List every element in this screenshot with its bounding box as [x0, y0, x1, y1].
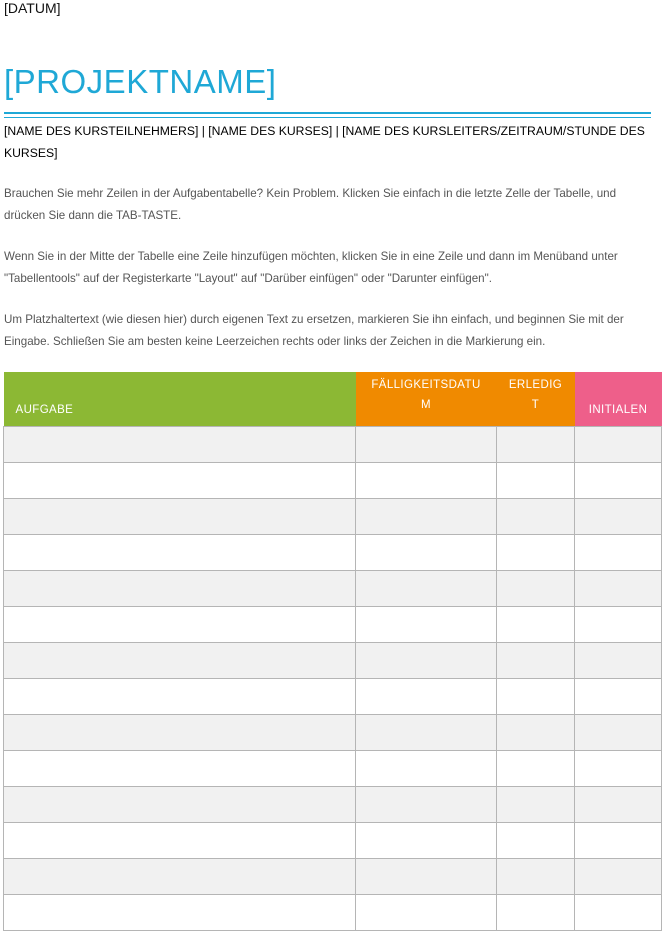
cell-due-date[interactable] — [356, 787, 497, 823]
table-row — [4, 427, 662, 463]
cell-due-date[interactable] — [356, 715, 497, 751]
cell-done[interactable] — [497, 499, 575, 535]
cell-task[interactable] — [4, 751, 356, 787]
cell-initials[interactable] — [575, 463, 662, 499]
cell-due-date[interactable] — [356, 463, 497, 499]
instruction-paragraph-1[interactable]: Brauchen Sie mehr Zeilen in der Aufgabentabelle? Kein Problem. Klicken Sie einfach in die letzte Zelle der Tabelle, und drücken Sie dann die TAB-TASTE. — [4, 187, 617, 222]
column-header-due-date-label: FÄLLIGKEITSDATUM — [371, 379, 481, 411]
cell-initials[interactable] — [575, 715, 662, 751]
table-row — [4, 679, 662, 715]
cell-due-date[interactable] — [356, 679, 497, 715]
column-header-due-date[interactable] — [356, 372, 497, 427]
task-table-body — [4, 427, 662, 931]
cell-task[interactable] — [4, 427, 356, 463]
project-title[interactable]: [PROJEKTNAME] — [4, 63, 277, 100]
cell-due-date[interactable] — [356, 895, 497, 931]
cell-due-date[interactable] — [356, 859, 497, 895]
cell-initials[interactable] — [575, 751, 662, 787]
table-row — [4, 499, 662, 535]
instruction-paragraph-3[interactable]: Um Platzhaltertext (wie diesen hier) durch eigenen Text zu ersetzen, markieren Sie ihn einfach, und beginnen Sie mit der Eingabe. Schließen Sie am besten keine Leerzeichen rechts oder links der Zeichen in die Markierung ein. — [4, 313, 624, 348]
cell-task[interactable] — [4, 787, 356, 823]
cell-task[interactable] — [4, 679, 356, 715]
cell-due-date[interactable] — [356, 751, 497, 787]
column-header-initials[interactable] — [575, 372, 662, 427]
cell-initials[interactable] — [575, 643, 662, 679]
task-table-header-row — [4, 372, 662, 427]
cell-done[interactable] — [497, 679, 575, 715]
cell-task[interactable] — [4, 571, 356, 607]
table-row — [4, 751, 662, 787]
cell-initials[interactable] — [575, 859, 662, 895]
course-meta-line[interactable]: [NAME DES KURSTEILNEHMERS] | [NAME DES KURSES] | [NAME DES KURSLEITERS/ZEITRAUM/STUNDE DES KURSES] — [4, 124, 645, 160]
cell-task[interactable] — [4, 643, 356, 679]
cell-task[interactable] — [4, 499, 356, 535]
cell-initials[interactable] — [575, 679, 662, 715]
date-placeholder[interactable]: [DATUM] — [4, 0, 61, 16]
table-row — [4, 823, 662, 859]
title-divider-top — [4, 112, 651, 114]
cell-initials[interactable] — [575, 895, 662, 931]
table-row — [4, 895, 662, 931]
cell-done[interactable] — [497, 715, 575, 751]
cell-done[interactable] — [497, 571, 575, 607]
table-row — [4, 607, 662, 643]
cell-due-date[interactable] — [356, 499, 497, 535]
cell-done[interactable] — [497, 895, 575, 931]
cell-initials[interactable] — [575, 787, 662, 823]
column-header-task-label: AUFGABE — [15, 404, 74, 416]
cell-initials[interactable] — [575, 499, 662, 535]
instruction-paragraph-2[interactable]: Wenn Sie in der Mitte der Tabelle eine Zeile hinzufügen möchten, klicken Sie in eine Zeile und dann im Menüband unter "Tabellentools" auf der Registerkarte "Layout" auf "Darüber einfügen" oder "Darunter einfügen". — [4, 250, 618, 285]
title-divider-bottom — [4, 117, 651, 118]
cell-initials[interactable] — [575, 571, 662, 607]
cell-due-date[interactable] — [356, 427, 497, 463]
cell-task[interactable] — [4, 823, 356, 859]
column-header-task[interactable] — [4, 372, 356, 427]
cell-done[interactable] — [497, 751, 575, 787]
cell-done[interactable] — [497, 823, 575, 859]
cell-due-date[interactable] — [356, 607, 497, 643]
cell-initials[interactable] — [575, 535, 662, 571]
cell-initials[interactable] — [575, 823, 662, 859]
cell-due-date[interactable] — [356, 571, 497, 607]
cell-done[interactable] — [497, 643, 575, 679]
cell-initials[interactable] — [575, 427, 662, 463]
column-header-initials-label: INITIALEN — [588, 404, 648, 416]
cell-task[interactable] — [4, 859, 356, 895]
table-row — [4, 787, 662, 823]
cell-due-date[interactable] — [356, 823, 497, 859]
task-table — [3, 372, 662, 931]
cell-initials[interactable] — [575, 607, 662, 643]
cell-task[interactable] — [4, 607, 356, 643]
cell-task[interactable] — [4, 535, 356, 571]
column-header-done[interactable] — [497, 372, 575, 427]
cell-done[interactable] — [497, 859, 575, 895]
cell-due-date[interactable] — [356, 535, 497, 571]
cell-due-date[interactable] — [356, 643, 497, 679]
table-row — [4, 535, 662, 571]
table-row — [4, 643, 662, 679]
table-row — [4, 859, 662, 895]
cell-done[interactable] — [497, 787, 575, 823]
cell-done[interactable] — [497, 463, 575, 499]
cell-task[interactable] — [4, 895, 356, 931]
cell-done[interactable] — [497, 607, 575, 643]
table-row — [4, 715, 662, 751]
cell-task[interactable] — [4, 463, 356, 499]
cell-done[interactable] — [497, 535, 575, 571]
column-header-done-label: ERLEDIGT — [508, 379, 563, 411]
table-row — [4, 463, 662, 499]
table-row — [4, 571, 662, 607]
cell-done[interactable] — [497, 427, 575, 463]
cell-task[interactable] — [4, 715, 356, 751]
